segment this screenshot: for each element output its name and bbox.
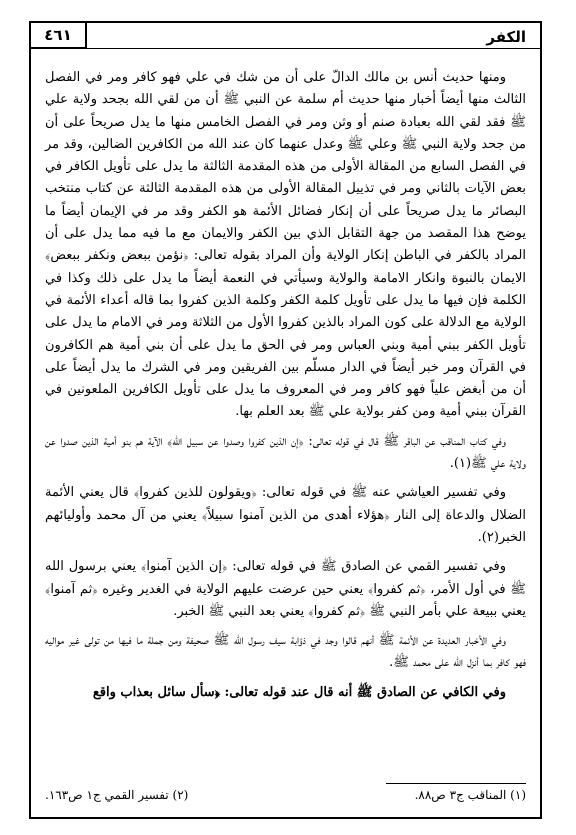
running-title: الكفر (486, 28, 526, 46)
footnote-separator (386, 783, 526, 784)
page-frame (29, 21, 542, 819)
running-header (31, 23, 540, 49)
paragraph: وفي الأخبار العديدة عن الأئمة ﷺ أنهم قالوا وجد في ذؤابة سيف رسول الله ﷺ صحيفة ومن جملة ما فيها من تولى غير مواليه فهو كافر بما أنزل الله على محمد ﷺ. (45, 633, 526, 671)
footnote: (١) المناقب ج٣ ص٨٨. (414, 788, 526, 802)
paragraph: وفي تفسير العياشي عنه ﷺ في قوله تعالى: ﴿ويقولون للذين كفروا﴾ قال يعني الأئمة الضلال والدعاة إلى النار ﴿هؤلاء أهدى من الذين آمنوا سبيلاً﴾ يعني من آل محمد وأوليائهم الخبر(٢). (45, 485, 526, 545)
page-number: ٤٦١ (31, 23, 87, 49)
paragraph: ومنها حديث أنس بن مالك الدالّ على أن من شك في علي فهو كافر ومر في الفصل الثالث منها أيضاً أخبار منها حديث أم سلمة عن النبي ﷺ أن من لقي الله بجحد ولاية علي ﷺ فقد لقي الله بعبادة صنم أو وثن ومر في الفصل الخامس منها ما يدل صريحاً على أن من جحد ولاية النبي ﷺ وعلي ﷺ وعدل عنهما كان عند الله من الكافرين الضالين، وقد مر في الفصل السابع من المقالة الأولى من هذه المقدمة الثالثة ما يدل على تأويل الكافر في بعض الآيات بالثاني ومر في تذييل المقالة الأولى من هذه المقدمة الثالثة عن كتاب منتخب البصائر ما يدل صريحاً على أن إنكار فضائل الأئمة هو الكفر وقد مر في الإيمان أيضاً ما يوضح هذا المقصد من جهة التقابل الذي بين الكفر والايمان مع ما فيه مما يدل على أن المراد بالكفر في الباطن إنكار الولاية وأن المراد بقوله تعالى: ﴿نؤمن ببعض ونكفر ببعض﴾ الايمان بالنبوة وانكار الامامة والولاية وسيأتي في النعمة أيضاً ما يدل على ذلك وكذا في الكلمة فإن فيها ما يدل على تأويل كلمة الكفر وكلمة الذين كفروا بما قاله أعداء الأئمة في الولاية مع الدلالة على كون المراد بالذين كفروا الأول من الثلاثة ومر في الامام ما يدل على تأويل الكفر ببني أمية وبني العباس ومر في الحق ما يدل على أن بني أمية هم الكافرون في القرآن ومر خبر أيضاً في الدار مسلّم بين الفريقين ومر في الشرك ما يدل أيضاً على أن من أبغض علياً فهو كافر ومر في المعروف ما يدل على تأويل الكافرين الملعونين في القرآن ببني أمية ومن كفر بولاية علي ﷺ بعد العلم بها. (45, 70, 526, 420)
footnotes (45, 788, 526, 802)
header-rule (85, 48, 540, 49)
paragraph: وفي كتاب المناقب عن الباقر ﷺ قال في قوله تعالى: ﴿إن الذين كفروا وصدوا عن سبيل الله﴾ الآية هم بنو أمية الذين صدوا عن ولاية علي ﷺ(١). (45, 433, 526, 472)
paragraph: وفي الكافي عن الصادق ﷺ أنه قال عند قوله تعالى: ﴿سأل سائل بعذاب واقع (92, 684, 506, 700)
paragraph: وفي تفسير القمي عن الصادق ﷺ في قوله تعالى: ﴿إن الذين آمنوا﴾ يعني برسول الله ﷺ في أول الأمر، ﴿ثم كفروا﴾ يعني حين عرضت عليهم الولاية في الغدير وغيره ﴿ثم آمنوا﴾ يعني ببيعة علي بأمر النبي ﷺ ﴿ثم كفروا﴾ يعني بعد النبي ﷺ الخبر. (45, 559, 526, 619)
main-text (45, 67, 526, 711)
footnote: (٢) تفسير القمي ج١ ص١٦٣. (45, 788, 189, 802)
